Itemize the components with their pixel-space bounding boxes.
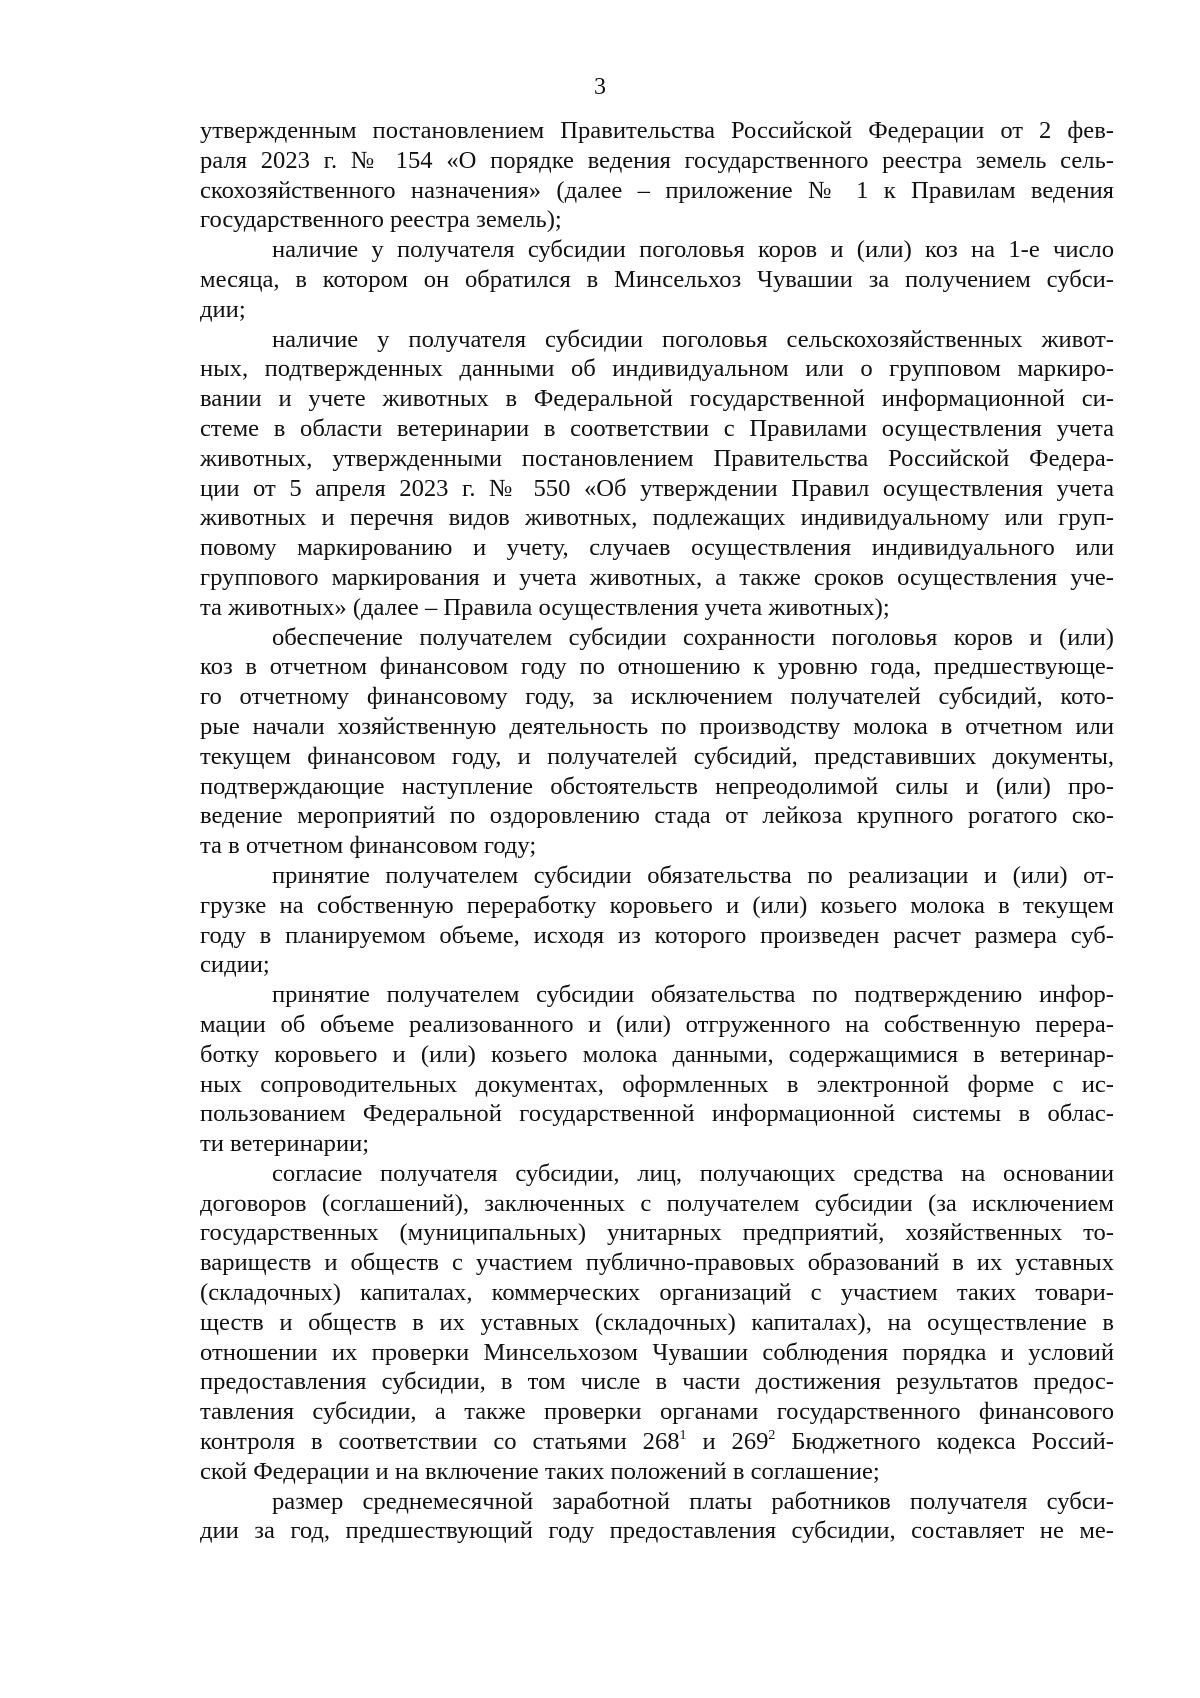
text-line: сидии;	[200, 951, 270, 979]
superscript: 1	[679, 1428, 687, 1444]
text-line: утвержденным постановлением Правительства Российской Федерации от 2 фев-	[200, 117, 1114, 144]
document-body	[200, 116, 1114, 1546]
text-line: принятие получателем субсидии обязательства по подтверждению инфор-	[272, 981, 1114, 1009]
text-segment: Бюджетного кодекса Россий-	[775, 1428, 1114, 1456]
text-line: месяца, в котором он обратился в Минсельхоз Чувашии за получением субси-	[200, 265, 1114, 293]
text-line: государственного реестра земель);	[200, 206, 562, 234]
text-line: коз в отчетном финансовом году по отношению к уровню года, предшествующе-	[200, 653, 1114, 681]
text-line: ти ветеринарии;	[200, 1130, 370, 1158]
text-line	[200, 1427, 1114, 1457]
text-line: животных и перечня видов животных, подлежащих индивидуальному или груп-	[200, 504, 1114, 532]
text-line: повому маркированию и учету, случаев осуществления индивидуального или	[200, 534, 1114, 562]
text-line: вариществ и обществ с участием публично-правовых образований в их уставных	[200, 1249, 1114, 1277]
text-line: принятие получателем субсидии обязательства по реализации и (или) от-	[272, 861, 1114, 889]
text-line: (складочных) капиталах, коммерческих организаций с участием таких товари-	[200, 1279, 1114, 1307]
text-line: стеме в области ветеринарии в соответствии с Правилами осуществления учета	[200, 414, 1114, 442]
text-line: раля 2023 г. № 154 «О порядке ведения государственного реестра земель сель-	[200, 146, 1114, 174]
text-segment: контроля в соответствии со статьями 268	[200, 1428, 680, 1456]
text-line: грузке на собственную переработку коровьего и (или) козьего молока в текущем	[200, 891, 1114, 919]
text-line: отношении их проверки Минсельхозом Чувашии соблюдения порядка и условий	[200, 1338, 1114, 1366]
text-line: тавления субсидии, а также проверки органами государственного финансового	[200, 1398, 1114, 1426]
text-line: подтверждающие наступление обстоятельств непреодолимой силы и (или) про-	[200, 772, 1114, 800]
text-line: дии;	[200, 295, 246, 323]
text-line: обеспечение получателем субсидии сохранности поголовья коров и (или)	[272, 623, 1114, 651]
text-line: та животных» (далее – Правила осуществления учета животных);	[200, 593, 890, 621]
text-line: ской Федерации и на включение таких положений в соглашение;	[200, 1457, 880, 1485]
text-line: ботку коровьего и (или) козьего молока данными, содержащимися в ветеринар-	[200, 1040, 1114, 1068]
text-line: наличие у получателя субсидии поголовья сельскохозяйственных живот-	[272, 325, 1114, 353]
text-line: предоставления субсидии, в том числе в части достижения результатов предос-	[200, 1368, 1114, 1396]
text-line: ществ и обществ в их уставных (складочных) капиталах), на осуществление в	[200, 1308, 1114, 1336]
text-segment: и 269	[686, 1428, 769, 1456]
text-line: договоров (соглашений), заключенных с получателем субсидии (за исключением	[200, 1189, 1114, 1217]
text-line: мации об объеме реализованного и (или) отгруженного на собственную перера-	[200, 1010, 1114, 1038]
text-line: животных, утвержденными постановлением Правительства Российской Федера-	[200, 444, 1114, 472]
text-line: согласие получателя субсидии, лиц, получающих средства на основании	[272, 1159, 1114, 1187]
page-number: 3	[594, 74, 606, 100]
text-line: ведение мероприятий по оздоровлению стада от лейкоза крупного рогатого ско-	[200, 802, 1114, 830]
superscript: 2	[768, 1428, 776, 1444]
text-line: году в планируемом объеме, исходя из которого произведен расчет размера суб-	[200, 921, 1114, 949]
text-line: ных, подтвержденных данными об индивидуальном или о групповом маркиро-	[200, 355, 1114, 383]
text-line: вании и учете животных в Федеральной государственной информационной си-	[200, 385, 1114, 413]
text-line: текущем финансовом году, и получателей субсидий, представивших документы,	[200, 742, 1114, 770]
text-line: пользованием Федеральной государственной информационной системы в облас-	[200, 1100, 1114, 1128]
text-line: наличие у получателя субсидии поголовья коров и (или) коз на 1-е число	[272, 236, 1114, 264]
text-line: ции от 5 апреля 2023 г. № 550 «Об утверждении Правил осуществления учета	[200, 474, 1114, 502]
text-line: скохозяйственного назначения» (далее – приложение № 1 к Правилам ведения	[200, 176, 1114, 204]
text-line: рые начали хозяйственную деятельность по производству молока в отчетном или	[200, 712, 1114, 740]
text-line: группового маркирования и учета животных, а также сроков осуществления уче-	[200, 563, 1114, 591]
text-line: та в отчетном финансовом году;	[200, 832, 537, 860]
text-line: государственных (муниципальных) унитарных предприятий, хозяйственных то-	[200, 1219, 1114, 1247]
text-line: дии за год, предшествующий году предоставления субсидии, составляет не ме-	[200, 1517, 1114, 1545]
text-line: ных сопроводительных документах, оформленных в электронной форме с ис-	[200, 1070, 1114, 1098]
text-line: го отчетному финансовому году, за исключением получателей субсидий, кото-	[200, 683, 1114, 711]
text-line: размер среднемесячной заработной платы работников получателя субси-	[272, 1487, 1114, 1515]
